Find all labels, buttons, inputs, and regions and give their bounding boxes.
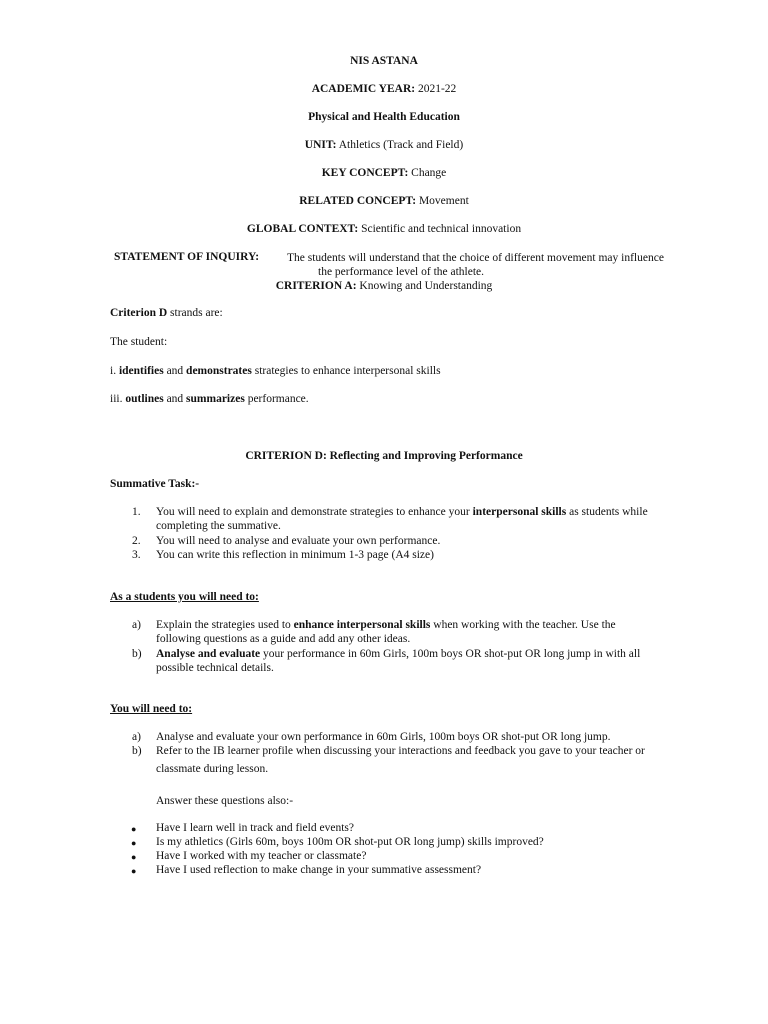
- need-item-b-marker: b): [132, 745, 142, 757]
- bullet-icon: ●: [131, 866, 137, 876]
- students-heading: As a students you will need to:: [110, 591, 259, 603]
- school-name: NIS ASTANA: [350, 55, 418, 67]
- bullet-icon: ●: [131, 852, 137, 862]
- students-item-b-line2: possible technical details.: [156, 662, 274, 674]
- need-item-b-line2: classmate during lesson.: [156, 763, 269, 775]
- global-context-line: GLOBAL CONTEXT: Scientific and technical innovation: [246, 223, 522, 235]
- task-1-text: You will need to explain and demonstrate strategies to enhance your interpersonal skills as students while: [156, 506, 648, 518]
- bullet-icon: ●: [131, 838, 137, 848]
- subject-title: Physical and Health Education: [308, 111, 460, 123]
- need-heading: You will need to:: [110, 703, 193, 715]
- strand-item-1: i. identifies and demonstrates strategies to enhance interpersonal skills: [110, 365, 441, 377]
- students-item-a-line2: following questions as a guide and add any other ideas.: [156, 633, 411, 645]
- question-4: Have I used reflection to make change in your summative assessment?: [156, 864, 482, 876]
- summative-task-title: Summative Task:-: [110, 478, 200, 490]
- statement-of-inquiry-line1: The students will understand that the choice of different movement may influence: [287, 252, 664, 264]
- task-2-text: You will need to analyse and evaluate your own performance.: [156, 535, 441, 547]
- students-item-a-text: Explain the strategies used to enhance interpersonal skills when working with the teacher. Use the: [156, 619, 616, 631]
- strand-item-2: iii. outlines and summarizes performance.: [110, 393, 309, 405]
- answer-intro: Answer these questions also:-: [156, 795, 294, 807]
- task-3-number: 3.: [132, 549, 141, 561]
- key-concept-line: KEY CONCEPT: Change: [321, 167, 447, 179]
- question-3: Have I worked with my teacher or classmate?: [156, 850, 367, 862]
- task-2-number: 2.: [132, 535, 141, 547]
- need-item-a-marker: a): [132, 731, 141, 743]
- strands-title: Criterion D strands are:: [110, 307, 223, 319]
- criterion-d-title: CRITERION D: Reflecting and Improving Performance: [245, 450, 523, 462]
- need-item-b-text: Refer to the IB learner profile when discussing your interactions and feedback you gave to your teacher or: [156, 745, 645, 757]
- students-item-a-marker: a): [132, 619, 141, 631]
- statement-of-inquiry-line2: the performance level of the athlete.: [318, 266, 485, 278]
- statement-of-inquiry-label: STATEMENT OF INQUIRY:: [114, 251, 260, 263]
- question-1: Have I learn well in track and field events?: [156, 822, 354, 834]
- need-item-a-text: Analyse and evaluate your own performance in 60m Girls, 100m boys OR shot-put OR long jump.: [156, 731, 611, 743]
- students-item-b-text: Analyse and evaluate your performance in 60m Girls, 100m boys OR shot-put OR long jump in with all: [156, 648, 641, 660]
- task-1-text-line2: completing the summative.: [156, 520, 281, 532]
- related-concept-line: RELATED CONCEPT: Movement: [299, 195, 469, 207]
- criterion-a-line: CRITERION A: Knowing and Understanding: [275, 280, 493, 292]
- task-1-number: 1.: [132, 506, 141, 518]
- task-3-text: You can write this reflection in minimum 1-3 page (A4 size): [156, 549, 434, 561]
- unit-line: UNIT: Athletics (Track and Field): [304, 139, 464, 151]
- students-item-b-marker: b): [132, 648, 142, 660]
- strands-intro: The student:: [110, 336, 168, 348]
- bullet-icon: ●: [131, 824, 137, 834]
- question-2: Is my athletics (Girls 60m, boys 100m OR shot-put OR long jump) skills improved?: [156, 836, 544, 848]
- academic-year: ACADEMIC YEAR: 2021-22: [311, 83, 457, 95]
